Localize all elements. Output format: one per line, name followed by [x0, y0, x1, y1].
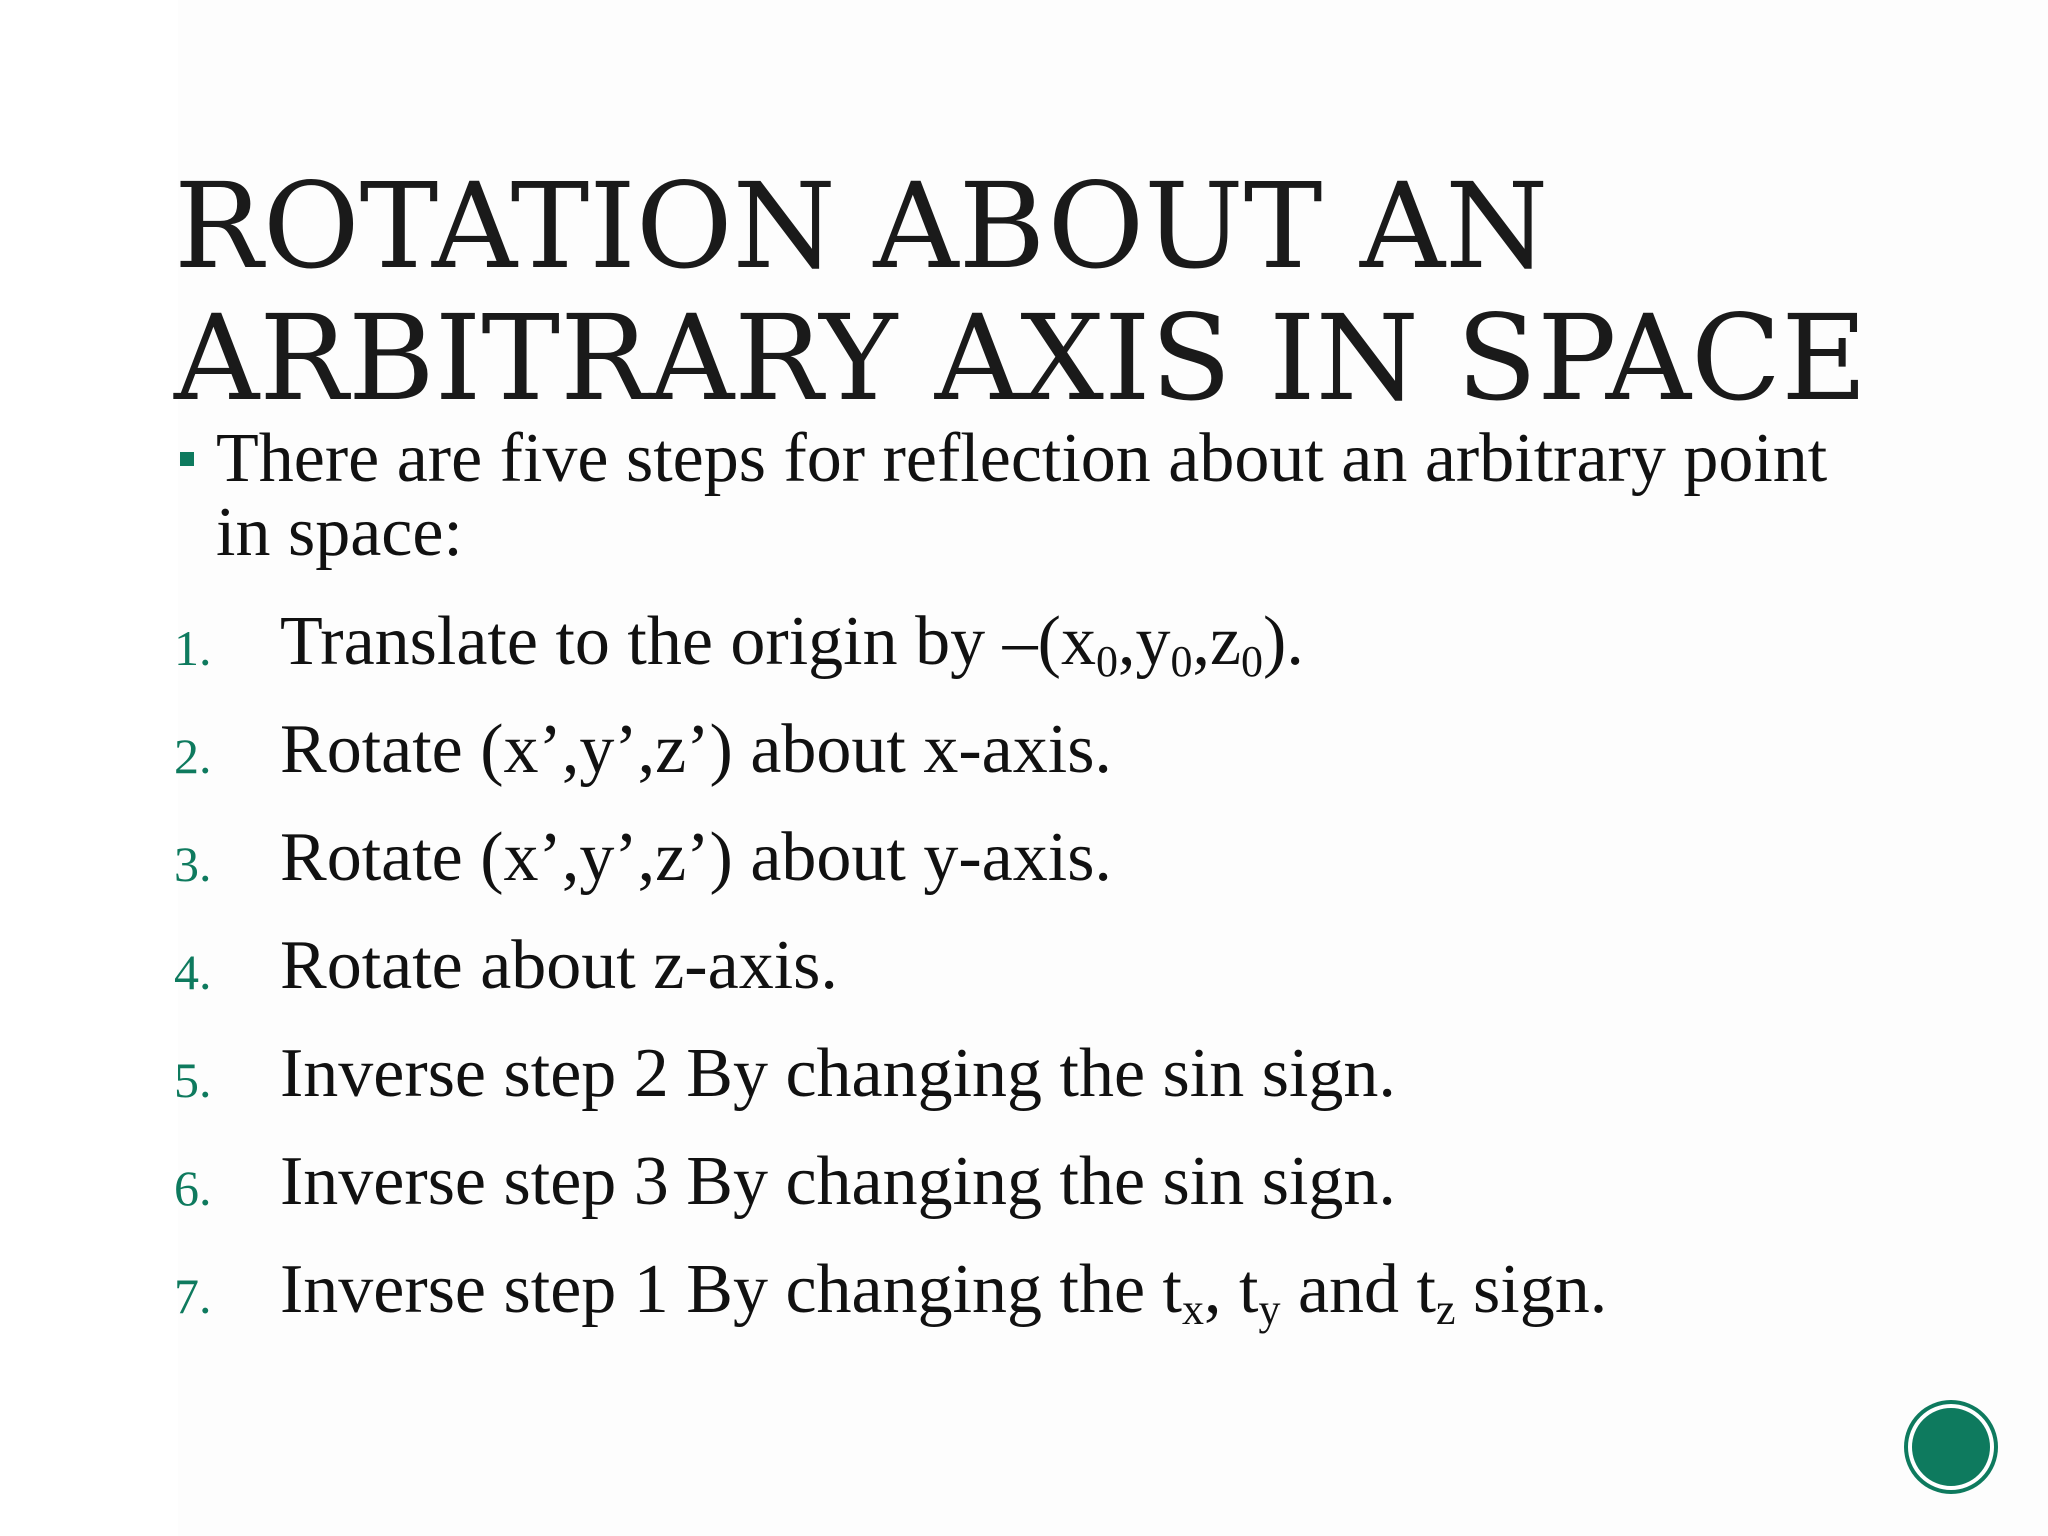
- subscript: 0: [1170, 637, 1193, 686]
- step-number: 3.: [174, 836, 212, 892]
- subscript: y: [1258, 1285, 1281, 1334]
- step-text: [280, 1248, 1607, 1332]
- step-text: [280, 1140, 1396, 1224]
- step-item: [174, 1248, 1934, 1356]
- subscript: z: [1436, 1285, 1456, 1334]
- circle-button-icon[interactable]: [1908, 1404, 1994, 1490]
- step-number: 4.: [174, 944, 212, 1000]
- step-item: [174, 1140, 1934, 1248]
- step-item: [174, 600, 1934, 708]
- step-text-part: and t: [1280, 1251, 1436, 1328]
- step-item: [174, 816, 1934, 924]
- step-text-part: sign.: [1455, 1251, 1608, 1328]
- step-text-part: Inverse step 1 By changing the t: [280, 1251, 1183, 1328]
- step-text-part: Inverse step 3 By changing the sin sign.: [280, 1143, 1396, 1220]
- step-number: 6.: [174, 1160, 212, 1216]
- step-text-part: ,z: [1192, 603, 1242, 680]
- step-text-part: ).: [1263, 603, 1304, 680]
- step-text: [280, 924, 838, 1008]
- intro-bullet: [174, 422, 1874, 570]
- slide-title-line-2: ARBITRARY AXIS IN SPACE: [174, 289, 1868, 427]
- step-text-part: , t: [1204, 1251, 1259, 1328]
- slide-title: [174, 157, 1954, 427]
- step-item: [174, 1032, 1934, 1140]
- step-text-part: Rotate (x’,y’,z’) about y-axis.: [280, 819, 1112, 896]
- square-bullet-icon: [180, 452, 194, 466]
- intro-text: There are five steps for reflection about an arbitrary point in space:: [216, 420, 1828, 571]
- step-number: 5.: [174, 1052, 212, 1108]
- subscript: 0: [1095, 637, 1118, 686]
- step-number: 1.: [174, 620, 212, 676]
- step-text: [280, 1032, 1396, 1116]
- step-text-part: Rotate about z-axis.: [280, 927, 838, 1004]
- subscript: x: [1182, 1285, 1205, 1334]
- step-text: [280, 708, 1112, 792]
- step-text: [280, 816, 1112, 900]
- step-number: 2.: [174, 728, 212, 784]
- step-text-part: Rotate (x’,y’,z’) about x-axis.: [280, 711, 1112, 788]
- step-text: [280, 600, 1304, 684]
- step-text-part: ,y: [1117, 603, 1171, 680]
- step-number: 7.: [174, 1268, 212, 1324]
- subscript: 0: [1241, 637, 1264, 686]
- step-item: [174, 924, 1934, 1032]
- step-item: [174, 708, 1934, 816]
- slide-title-line-1: ROTATION ABOUT AN: [174, 157, 1549, 295]
- step-text-part: Translate to the origin by –(x: [280, 603, 1096, 680]
- steps-list: [174, 600, 1934, 1356]
- step-text-part: Inverse step 2 By changing the sin sign.: [280, 1035, 1396, 1112]
